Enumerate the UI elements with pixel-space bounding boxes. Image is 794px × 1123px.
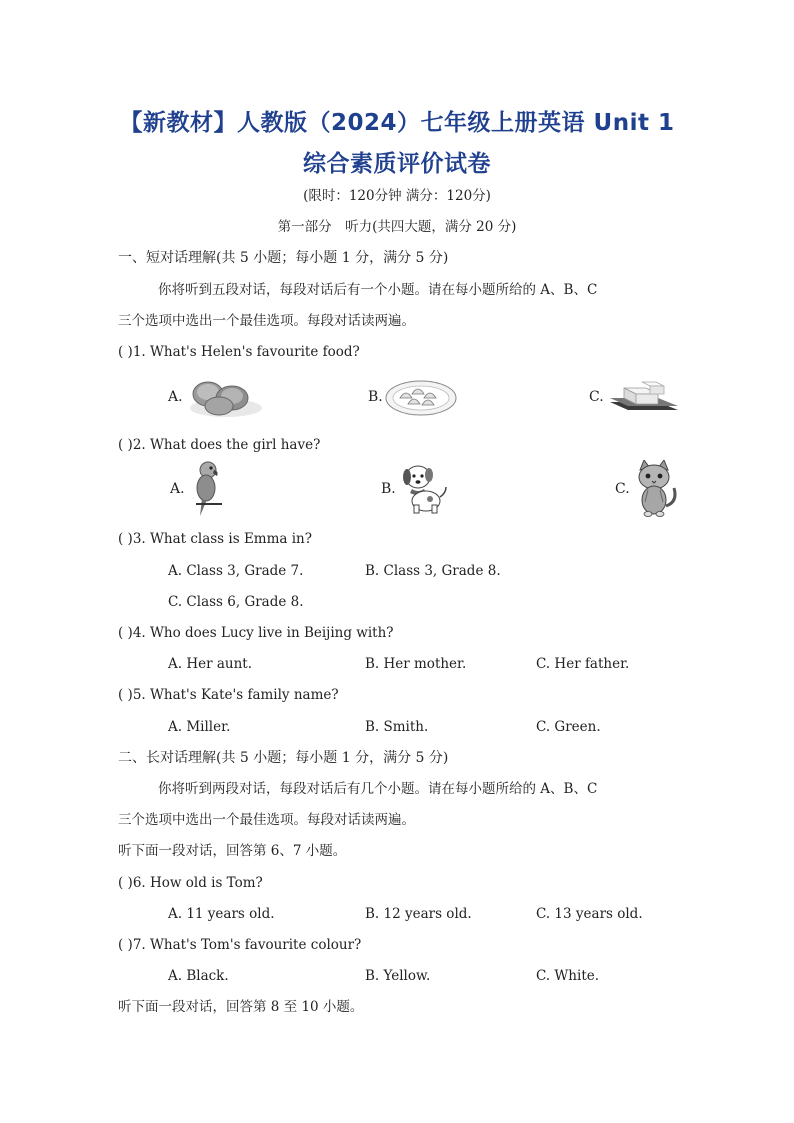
q1-option-c-label: C. [589, 389, 604, 405]
q4-option-b: B. Her mother. [365, 656, 467, 672]
question-1: ( )1. What's Helen's favourite food? [118, 344, 360, 360]
tofu-icon [606, 374, 682, 414]
question-7: ( )7. What's Tom's favourite colour? [118, 937, 362, 953]
q4-option-a: A. Her aunt. [168, 656, 252, 672]
q2-option-a-label: A. [170, 481, 185, 497]
q2-option-c-label: C. [615, 481, 630, 497]
section1-instruction-1: 你将听到五段对话，每段对话后有一个小题。请在每小题所给的 A、B、C [158, 282, 598, 298]
cat-icon [632, 460, 680, 518]
q1-option-a-label: A. [168, 389, 183, 405]
title-line-2: 综合素质评价试卷 [303, 151, 491, 177]
dialog-2-instruction: 听下面一段对话，回答第 8 至 10 小题。 [118, 999, 364, 1015]
section2-instruction-1: 你将听到两段对话，每段对话后有几个小题。请在每小题所给的 A、B、C [158, 781, 598, 797]
section2-instruction-2: 三个选项中选出一个最佳选项。每段对话读两遍。 [118, 812, 415, 828]
mooncakes-icon [186, 372, 264, 420]
section1-heading: 一、短对话理解(共 5 小题；每小题 1 分，满分 5 分) [118, 250, 449, 266]
question-2: ( )2. What does the girl have? [118, 437, 321, 453]
q3-option-b: B. Class 3, Grade 8. [365, 563, 501, 579]
parrot-icon [188, 460, 228, 520]
dog-icon [398, 461, 450, 517]
section1-instruction-2: 三个选项中选出一个最佳选项。每段对话读两遍。 [118, 313, 415, 329]
q6-option-a: A. 11 years old. [168, 906, 275, 922]
q3-option-c: C. Class 6, Grade 8. [168, 594, 304, 610]
q4-option-c: C. Her father. [536, 656, 630, 672]
q1-option-b-label: B. [368, 389, 383, 405]
question-5: ( )5. What's Kate's family name? [118, 687, 339, 703]
q7-option-b: B. Yellow. [365, 968, 431, 984]
dumplings-icon [384, 376, 458, 418]
dialog-1-instruction: 听下面一段对话，回答第 6、7 小题。 [118, 843, 347, 859]
q2-option-b-label: B. [381, 481, 396, 497]
section2-heading: 二、长对话理解(共 5 小题；每小题 1 分，满分 5 分) [118, 750, 449, 766]
question-3: ( )3. What class is Emma in? [118, 531, 312, 547]
question-4: ( )4. Who does Lucy live in Beijing with? [118, 625, 394, 641]
part-heading: 第一部分 听力(共四大题，满分 20 分) [277, 219, 517, 235]
q5-option-b: B. Smith. [365, 719, 429, 735]
q3-option-a: A. Class 3, Grade 7. [168, 563, 304, 579]
q6-option-c: C. 13 years old. [536, 906, 643, 922]
q6-option-b: B. 12 years old. [365, 906, 472, 922]
question-6: ( )6. How old is Tom? [118, 875, 263, 891]
title-line-1: 【新教材】人教版（2024）七年级上册英语 Unit 1 [119, 110, 675, 136]
q5-option-c: C. Green. [536, 719, 601, 735]
q5-option-a: A. Miller. [168, 719, 231, 735]
q7-option-a: A. Black. [168, 968, 229, 984]
subtitle: (限时：120分钟 满分：120分) [303, 188, 491, 204]
q7-option-c: C. White. [536, 968, 600, 984]
